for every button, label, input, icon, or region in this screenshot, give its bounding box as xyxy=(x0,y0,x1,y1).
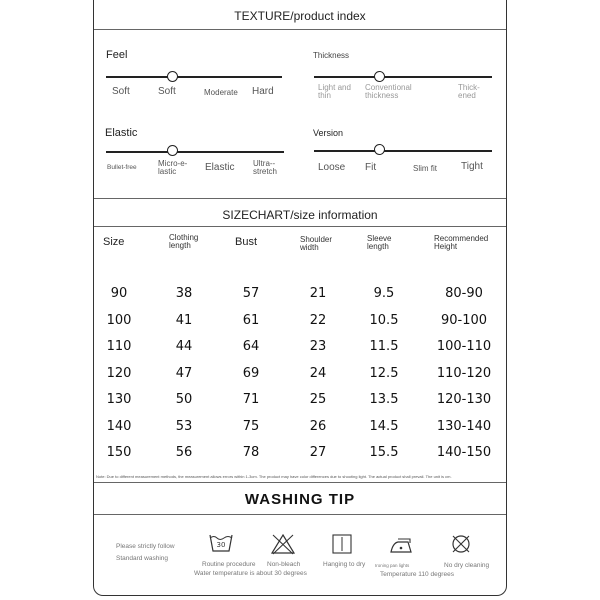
table-cell: 38 xyxy=(175,286,193,301)
divider xyxy=(94,29,506,30)
no-dry-clean-icon xyxy=(450,533,472,555)
table-cell: 9.5 xyxy=(373,286,395,301)
table-cell: 23 xyxy=(309,339,327,354)
table-cell: 71 xyxy=(242,392,260,407)
feel-slider-knob xyxy=(167,71,178,82)
table-cell: 140-150 xyxy=(436,445,492,460)
table-cell: 27 xyxy=(309,445,327,460)
measurement-note: Note: Due to different measurement methods, the measurement allows errors within 1-3cm. The product may have color differences due to shooting light. The actual product shall prevail. The unit is cm. xyxy=(96,474,452,479)
thickness-option-1: Light and thin xyxy=(318,83,351,101)
table-cell: 15.5 xyxy=(369,445,399,460)
no-dry-cleaning-label: No dry cleaning xyxy=(444,562,490,569)
table-cell: 90 xyxy=(110,286,128,301)
header-sleeve-length: Sleeve length xyxy=(367,234,392,251)
table-cell: 11.5 xyxy=(369,339,399,354)
table-cell: 53 xyxy=(175,418,193,434)
thickness-label: Thickness xyxy=(313,51,350,60)
ironing-note-label: Ironing pan lights xyxy=(375,563,410,568)
elastic-slider-knob xyxy=(167,145,178,156)
version-label: Version xyxy=(313,128,344,138)
table-cell: 22 xyxy=(309,312,327,328)
version-slider-knob xyxy=(374,144,385,155)
table-cell: 130-140 xyxy=(436,418,492,434)
table-cell: 25 xyxy=(309,392,327,407)
header-recommended-height: Recommended Height xyxy=(434,234,489,251)
iron-temperature-label: Temperature 110 degrees xyxy=(380,571,454,578)
table-cell: 130 xyxy=(106,392,132,407)
wash-intro-line1: Please strictly follow xyxy=(116,543,175,550)
elastic-option-1: Bullet-free xyxy=(107,164,137,171)
table-cell: 10.5 xyxy=(369,312,399,328)
water-temperature-label: Water temperature is about 30 degrees xyxy=(194,570,307,577)
iron-icon xyxy=(388,535,414,555)
header-clothing-length: Clothing length xyxy=(169,233,199,250)
table-cell: 50 xyxy=(175,392,193,407)
feel-track xyxy=(106,76,282,78)
table-cell: 14.5 xyxy=(369,418,399,434)
table-cell: 13.5 xyxy=(369,392,399,407)
table-cell: 110 xyxy=(106,339,132,354)
thickness-option-2: Conventional thickness xyxy=(365,83,412,101)
version-option-4: Tight xyxy=(461,161,483,172)
table-cell: 56 xyxy=(175,445,193,460)
table-cell: 12.5 xyxy=(369,365,399,381)
table-cell: 64 xyxy=(242,339,260,354)
elastic-label: Elastic xyxy=(105,127,138,139)
feel-option-3: Moderate xyxy=(204,88,238,97)
table-cell: 26 xyxy=(309,418,327,434)
elastic-track xyxy=(106,151,284,153)
table-cell: 75 xyxy=(242,418,260,434)
version-option-1: Loose xyxy=(318,162,346,173)
divider xyxy=(94,198,506,199)
thickness-option-3: Thick-ened xyxy=(458,83,480,101)
table-cell: 78 xyxy=(242,445,260,460)
version-option-3: Slim fit xyxy=(413,164,437,173)
table-cell: 80-90 xyxy=(445,286,483,301)
feel-option-4: Hard xyxy=(252,86,274,97)
divider xyxy=(94,226,506,227)
header-shoulder-width: Shoulder width xyxy=(300,235,333,252)
hang-dry-icon xyxy=(331,533,353,555)
non-bleach-label: Non-bleach xyxy=(267,561,301,568)
table-cell: 120-130 xyxy=(436,392,492,407)
thickness-slider-knob xyxy=(374,71,385,82)
washing-tip-title: WASHING TIP xyxy=(244,491,356,508)
feel-option-1: Soft xyxy=(112,86,130,97)
table-cell: 90-100 xyxy=(440,312,488,328)
version-track xyxy=(314,150,492,152)
feel-option-2: Soft xyxy=(158,86,176,97)
table-cell: 69 xyxy=(242,365,260,381)
elastic-option-3: Elastic xyxy=(205,162,235,173)
texture-section-title: TEXTURE/product index xyxy=(234,9,366,23)
non-bleach-icon xyxy=(270,533,296,555)
elastic-option-2: Micro-e-lastic xyxy=(158,159,188,177)
table-cell: 24 xyxy=(309,365,327,381)
table-cell: 57 xyxy=(242,286,260,301)
table-cell: 140 xyxy=(106,418,132,434)
table-cell: 61 xyxy=(242,312,260,328)
sizechart-section-title: SIZECHART/size information xyxy=(222,208,378,222)
thickness-track xyxy=(314,76,492,78)
hanging-dry-label: Hanging to dry xyxy=(323,561,366,568)
table-cell: 100-110 xyxy=(436,339,492,354)
divider xyxy=(94,514,506,515)
table-cell: 110-120 xyxy=(436,365,492,381)
table-cell: 120 xyxy=(106,365,132,381)
table-cell: 100 xyxy=(106,312,132,328)
wash-intro-line2: Standard washing xyxy=(116,555,169,562)
table-cell: 44 xyxy=(175,339,193,354)
table-cell: 21 xyxy=(309,286,327,301)
elastic-option-4: Ultra--stretch xyxy=(253,159,278,177)
wash-temperature-value: 30 xyxy=(216,541,226,549)
table-cell: 41 xyxy=(175,312,193,328)
routine-procedure-label: Routine procedure xyxy=(202,561,256,568)
version-option-2: Fit xyxy=(365,162,377,173)
header-size: Size xyxy=(103,236,125,248)
table-cell: 150 xyxy=(106,445,132,460)
product-info-card xyxy=(93,0,507,596)
feel-label: Feel xyxy=(106,49,128,61)
divider xyxy=(94,482,506,483)
hand-wash-30-icon xyxy=(208,532,234,554)
table-cell: 47 xyxy=(175,365,193,381)
header-bust: Bust xyxy=(235,236,258,248)
